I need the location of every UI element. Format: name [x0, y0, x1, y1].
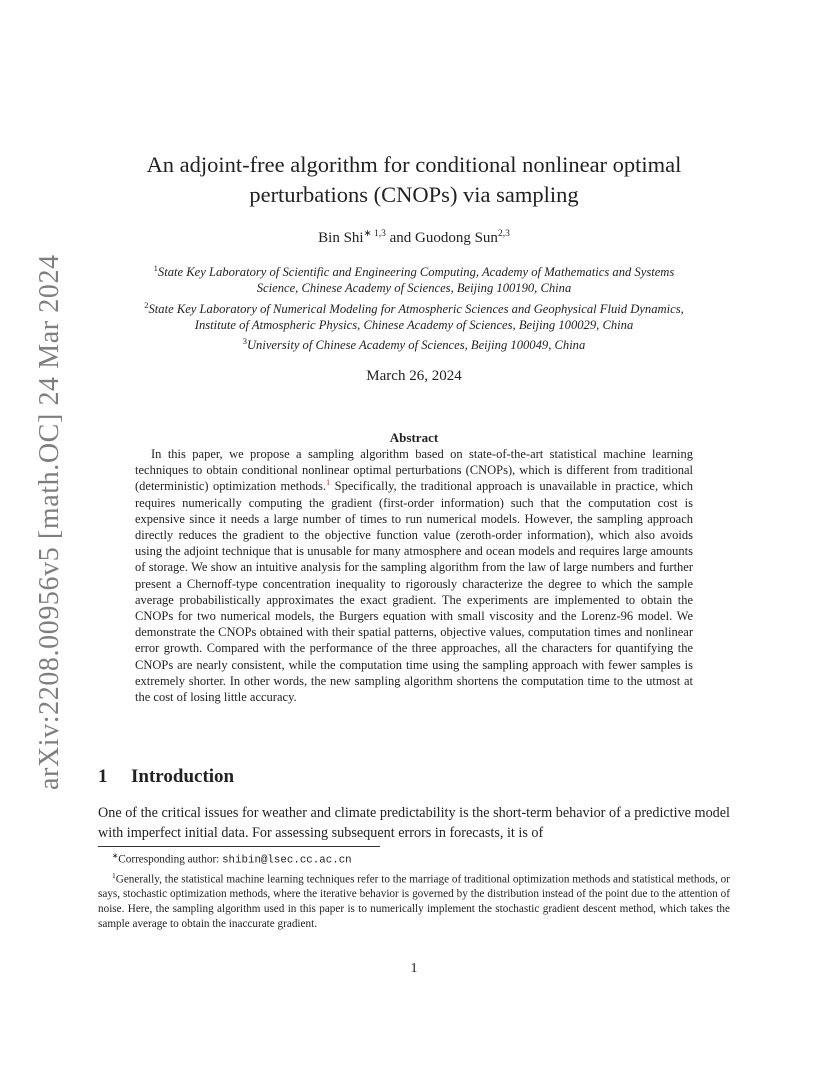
footnotes	[98, 849, 730, 931]
author-connector: and	[385, 230, 415, 246]
footnote-divider	[98, 846, 380, 847]
affiliation-mark: 3	[242, 336, 247, 347]
author-list	[100, 228, 728, 247]
introduction-text: One of the critical issues for weather and climate predictability is the short-term behavior of a predictive model with imperfect initial data. For assessing subsequent errors in forecasts, it is of	[98, 805, 730, 841]
section-title: Introduction	[131, 766, 235, 787]
footnote-1: $^1$Generally, the statistical machine learning techniques refer to the marriage of traditional optimization methods and statistical methods, or says, stochastic optimization methods, where the iterative behavior is governed by the distribution instead of the point due to the attention of noise. Here, the sampling algorithm used in this paper is to numerically implement the stochastic gradient descent method, which takes the sample average to obtain the inaccurate gradient.	[98, 870, 730, 930]
abstract-text: In this paper, we propose a sampling algorithm based on state-of-the-art statistical machine learning techniques to obtain conditional nonlinear optimal perturbations (CNOPs), which is different from traditional (deterministic) optimization methods.$^1$ Specifically, the traditional approach is unavailable in practice, which requires numerically computing the gradient (first-order information) such that the computation cost is expensive since it needs a large number of times to run numerical models. However, the sampling approach directly reduces the gradient to the objective function value (zeroth-order information), which also avoids using the adjoint technique that is unusable for many atmosphere and ocean models and requires large amounts of storage. We show an intuitive analysis for the sampling algorithm from the law of large numbers and further present a Chernoff-type concentration inequality to rigorously characterize the degree to which the sample average probabilistically approximates the exact gradient. The experiments are implemented to obtain the CNOPs for two numerical models, the Burgers equation with small viscosity and the Lorenz-96 model. We demonstrate the CNOPs obtained with their spatial patterns, objective values, computation times and nonlinear error growth. Compared with the performance of the three approaches, all the characters for quantifying the CNOPs are nearly consistent, while the computation time using the sampling approach with fewer samples is extremely shorter. In other words, the new sampling algorithm shortens the computation time to the utmost at the cost of losing little accuracy.	[135, 447, 693, 705]
abstract-heading: Abstract	[389, 430, 439, 445]
title-line-1: An adjoint-free algorithm for conditional nonlinear optimal	[146, 152, 682, 177]
footnote-ref-link[interactable]: 1	[326, 477, 331, 488]
title-line-2: perturbations (CNOPs) via sampling	[249, 182, 579, 207]
affiliation-mark: 1	[153, 263, 158, 273]
affiliation-line: Science, Chinese Academy of Sciences, Beijing 100190, China	[256, 281, 572, 296]
affiliation-line: $^1$State Key Laboratory of Scientific and Engineering Computing, Academy of Mathematics and Systems	[153, 263, 675, 280]
paper-title	[100, 150, 728, 210]
author-name: Guodong Sun	[415, 230, 498, 246]
footnote-corresponding: ∗Corresponding author: shibin@lsec.cc.ac.cn	[112, 851, 352, 867]
author-affiliation-marks: ∗ 1,3	[363, 229, 386, 239]
section-number: 1	[98, 766, 108, 787]
author-affiliation-marks: 2,3	[497, 229, 510, 239]
affiliation-line: Institute of Atmospheric Physics, Chinese Academy of Sciences, Beijing 100029, China	[194, 317, 634, 332]
affiliation-line: $^3$University of Chinese Academy of Sciences, Beijing 100049, China	[242, 336, 586, 353]
affiliations	[90, 260, 738, 354]
page-number: 1	[410, 961, 418, 976]
section-heading	[98, 766, 234, 788]
author-name: Bin Shi	[318, 230, 364, 246]
arxiv-identifier: arXiv:2208.00956v5 [math.OC] 24 Mar 2024	[34, 254, 65, 790]
author-email: shibin@lsec.cc.ac.cn	[222, 854, 352, 867]
affiliation-mark: 2	[144, 299, 149, 310]
publication-date: March 26, 2024	[366, 368, 462, 384]
affiliation-line: $^2$State Key Laboratory of Numerical Modeling for Atmospheric Sciences and Geophysical Fluid Dynamics,	[144, 299, 684, 316]
